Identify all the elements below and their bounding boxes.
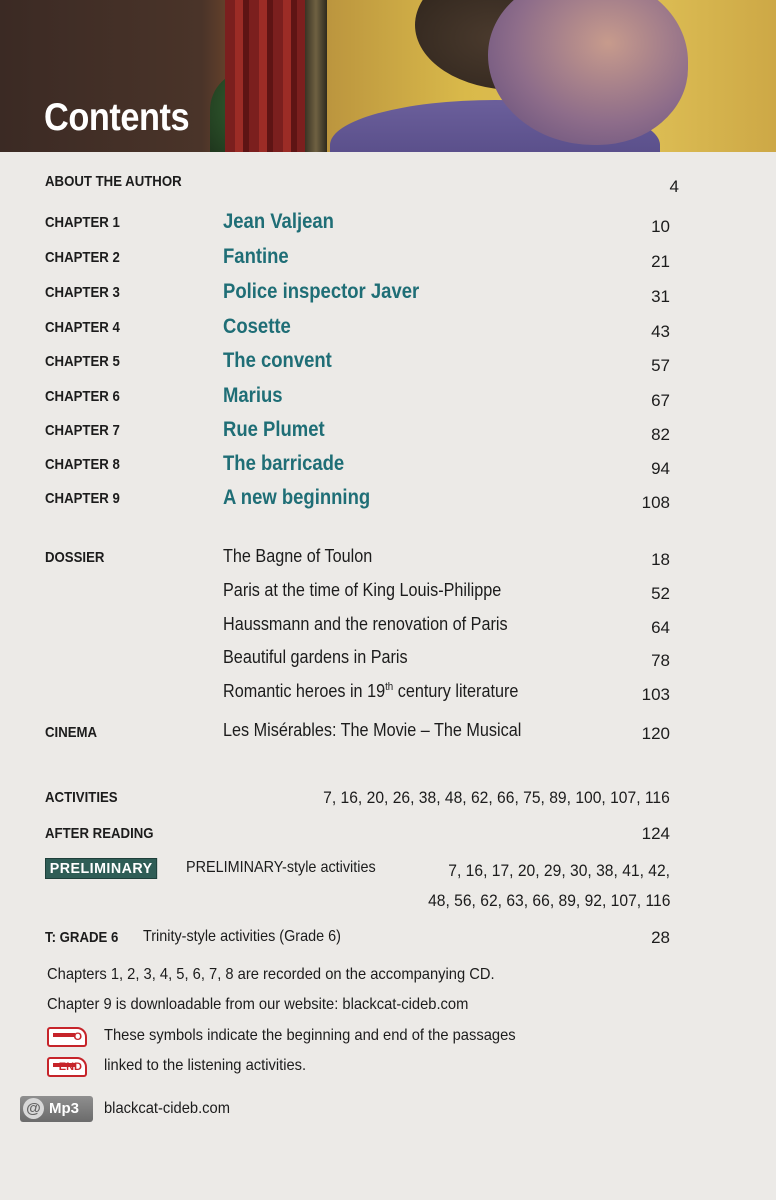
trinity-label: T: GRADE 6 — [45, 929, 119, 946]
dossier-title: Haussmann and the renovation of Paris — [223, 614, 508, 634]
chapter-row — [0, 349, 776, 377]
dossier-title-part: Romantic heroes in 19 — [223, 681, 386, 701]
note-recorded-row — [0, 966, 776, 988]
preliminary-row-continued — [0, 891, 776, 913]
audio-start-bar — [53, 1033, 75, 1037]
page-title: Contents — [44, 96, 190, 139]
dossier-page: 103 — [641, 685, 670, 704]
header-illustration — [0, 0, 776, 152]
chapter-page: 21 — [651, 252, 670, 271]
preliminary-pages-line1: 7, 16, 17, 20, 29, 30, 38, 41, 42, — [448, 861, 670, 880]
mp3-icon-label: Mp3 — [49, 1100, 79, 1117]
preliminary-badge: PRELIMINARY — [45, 858, 157, 879]
chapter-row — [0, 418, 776, 446]
note-symbols-line1: These symbols indicate the beginning and end of the passages — [104, 1027, 516, 1044]
note-symbols-row-continued — [0, 1056, 776, 1080]
chapter-page: 31 — [651, 287, 670, 306]
cinema-row — [0, 720, 776, 744]
chapter-title: Fantine — [223, 245, 289, 268]
chapter-title: Jean Valjean — [223, 210, 334, 233]
after-reading-label: AFTER READING — [45, 825, 154, 842]
chapter-title: The barricade — [223, 452, 345, 475]
after-reading-page: 124 — [641, 824, 670, 843]
chapter-title: A new beginning — [223, 486, 371, 509]
dossier-title: The Bagne of Toulon — [223, 546, 373, 566]
trinity-page: 28 — [651, 928, 670, 947]
chapter-page: 67 — [651, 391, 670, 410]
dossier-page: 78 — [651, 651, 670, 670]
chapter-label: CHAPTER 3 — [45, 284, 120, 301]
cinema-page: 120 — [641, 724, 670, 743]
dossier-row — [0, 546, 776, 570]
chapter-label: CHAPTER 4 — [45, 319, 120, 336]
dossier-page: 18 — [651, 550, 670, 569]
chapter-label: CHAPTER 8 — [45, 456, 120, 473]
dossier-title-part: century literature — [393, 681, 519, 701]
chapter-label: CHAPTER 2 — [45, 249, 120, 266]
chapter-row — [0, 384, 776, 412]
website-link[interactable]: blackcat-cideb.com — [104, 1100, 230, 1117]
preliminary-title: PRELIMINARY-style activities — [186, 859, 376, 876]
audio-start-icon — [47, 1027, 87, 1047]
audio-start-icon-text: O — [73, 1031, 82, 1043]
chapter-page: 82 — [651, 425, 670, 444]
about-author-row — [0, 173, 776, 196]
dossier-page: 52 — [651, 584, 670, 603]
chapter-title: Police inspector Javer — [223, 280, 420, 303]
after-reading-row — [0, 824, 776, 846]
audio-end-icon-text: END — [58, 1061, 82, 1073]
chapter-row — [0, 280, 776, 308]
note-symbols-row — [0, 1026, 776, 1050]
chapter-label: CHAPTER 6 — [45, 388, 120, 405]
at-icon: @ — [23, 1098, 44, 1119]
note-download-row — [0, 996, 776, 1018]
chapter-page: 94 — [651, 459, 670, 478]
dossier-page: 64 — [651, 618, 670, 637]
chapter-label: CHAPTER 7 — [45, 422, 120, 439]
chapter-row — [0, 486, 776, 514]
chapter-title: The convent — [223, 349, 332, 372]
chapter-row — [0, 452, 776, 480]
note-download: Chapter 9 is downloadable from our website: blackcat-cideb.com — [47, 996, 469, 1013]
chapter-row — [0, 315, 776, 343]
chapter-label: CHAPTER 5 — [45, 353, 120, 370]
trinity-title: Trinity-style activities (Grade 6) — [143, 928, 341, 945]
dossier-title: Beautiful gardens in Paris — [223, 647, 408, 667]
dossier-row — [0, 647, 776, 671]
mp3-icon — [20, 1096, 93, 1122]
about-author-label: ABOUT THE AUTHOR — [45, 173, 182, 190]
dossier-title-superscript: th — [385, 681, 394, 693]
chapter-page: 108 — [641, 493, 670, 512]
note-symbols-line2: linked to the listening activities. — [104, 1057, 307, 1074]
cinema-label: CINEMA — [45, 724, 98, 741]
about-author-page: 4 — [669, 177, 679, 196]
chapter-title: Rue Plumet — [223, 418, 325, 441]
column-shape — [305, 0, 327, 152]
dossier-title: Paris at the time of King Louis-Philippe — [223, 580, 502, 600]
chapter-title: Marius — [223, 384, 283, 407]
chapter-page: 57 — [651, 356, 670, 375]
dossier-row — [0, 580, 776, 604]
trinity-row — [0, 928, 776, 950]
preliminary-pages-line2: 48, 56, 62, 63, 66, 89, 92, 107, 116 — [427, 891, 670, 910]
mp3-row — [0, 1096, 776, 1124]
dossier-label: DOSSIER — [45, 549, 105, 566]
chapter-title: Cosette — [223, 315, 291, 338]
chapter-label: CHAPTER 1 — [45, 214, 120, 231]
chapter-label: CHAPTER 9 — [45, 490, 120, 507]
dossier-title — [223, 681, 518, 702]
note-recorded: Chapters 1, 2, 3, 4, 5, 6, 7, 8 are recorded on the accompanying CD. — [47, 966, 495, 983]
preliminary-row — [0, 858, 776, 882]
activities-pages: 7, 16, 20, 26, 38, 48, 62, 66, 75, 89, 100, 107, 116 — [323, 788, 670, 807]
activities-row — [0, 788, 776, 810]
audio-end-icon — [47, 1057, 87, 1077]
activities-label: ACTIVITIES — [45, 789, 118, 806]
chapter-page: 43 — [651, 322, 670, 341]
dossier-row — [0, 614, 776, 638]
chapter-row — [0, 245, 776, 273]
chapter-row — [0, 210, 776, 238]
chapter-page: 10 — [651, 217, 670, 236]
dossier-row — [0, 681, 776, 705]
cinema-title: Les Misérables: The Movie – The Musical — [223, 720, 522, 740]
